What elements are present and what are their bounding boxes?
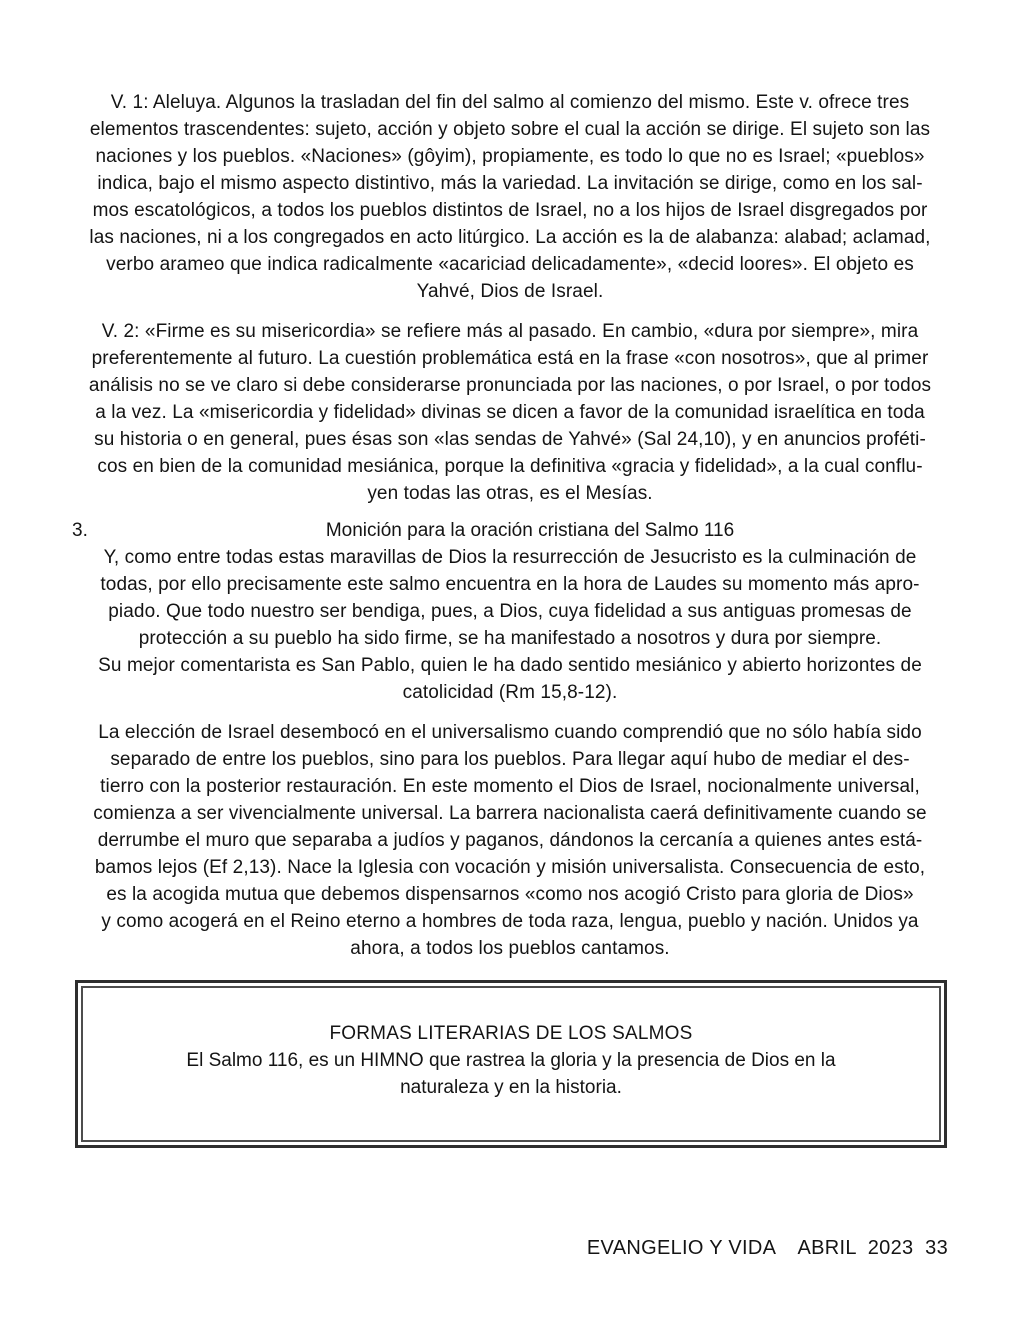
text-line: cos en bien de la comunidad mesiánica, porque la definitiva «gracia y fidelidad», a la cual conflu- (97, 456, 923, 477)
text-line: todas, por ello precisamente este salmo encuentra en la hora de Laudes su momento más apro- (100, 574, 920, 595)
box-title: FORMAS LITERARIAS DE LOS SALMOS (329, 1023, 693, 1044)
literary-forms-box-inner (81, 986, 941, 1142)
text-line: V. 2: «Firme es su misericordia» se refiere más al pasado. En cambio, «dura por siempre», mira (101, 321, 919, 342)
text-line: mos escatológicos, a todos los pueblos distintos de Israel, no a los hijos de Israel disgregados por (92, 200, 928, 221)
text-line: su historia o en general, pues ésas son «las sendas de Yahvé» (Sal 24,10), y en anuncios proféti- (94, 429, 926, 450)
text-line: catolicidad (Rm 15,8-12). (402, 682, 618, 703)
text-line: V. 1: Aleluya. Algunos la trasladan del fin del salmo al comienzo del mismo. Este v. ofrece tres (110, 92, 910, 113)
page-footer: EVANGELIO Y VIDA ABRIL 2023 33 (586, 1237, 948, 1259)
section-number: 3. (72, 520, 88, 541)
text-line: bamos lejos (Ef 2,13). Nace la Iglesia con vocación y misión universalista. Consecuencia de esto, (94, 857, 926, 878)
text-line: La elección de Israel desembocó en el universalismo cuando comprendió que no sólo había sido (98, 722, 922, 743)
text-line: ahora, a todos los pueblos cantamos. (350, 938, 670, 959)
text-line: preferentemente al futuro. La cuestión problemática está en la frase «con nosotros», que al primer (91, 348, 929, 369)
text-line: protección a su pueblo ha sido firme, se ha manifestado a nosotros y dura por siempre. (138, 628, 882, 649)
text-line: las naciones, ni a los congregados en acto litúrgico. La acción es la de alabanza: alabad; aclamad, (89, 227, 931, 248)
literary-forms-box (75, 980, 947, 1148)
text-line: piado. Que todo nuestro ser bendiga, pues, a Dios, cuya fidelidad a sus antiguas promesas de (108, 601, 912, 622)
text-line: naciones y los pueblos. «Naciones» (gôyim), propiamente, es todo lo que no es Israel; «pueblos» (95, 146, 925, 167)
text-line: derrumbe el muro que separaba a judíos y paganos, dándonos la cercanía a quienes antes está- (97, 830, 923, 851)
text-line: verbo arameo que indica radicalmente «acariciad delicadamente», «decid loores». El objeto es (106, 254, 914, 275)
text-line: El Salmo 116, es un HIMNO que rastrea la gloria y la presencia de Dios en la (186, 1050, 836, 1071)
text-line: tierro con la posterior restauración. En este momento el Dios de Israel, nocionalmente universal, (100, 776, 920, 797)
text-line: yen todas las otras, es el Mesías. (367, 483, 653, 504)
paragraph-verse2-commentary (72, 318, 948, 507)
paragraph-election-israel (72, 719, 948, 962)
text-line: naturaleza y en la historia. (400, 1077, 622, 1098)
text-line: es la acogida mutua que debemos dispensarnos «como nos acogió Cristo para gloria de Dios» (106, 884, 914, 905)
text-line: y como acogerá en el Reino eterno a hombres de toda raza, lengua, pueblo y nación. Unidos ya (101, 911, 919, 932)
text-line: Yahvé, Dios de Israel. (416, 281, 604, 302)
section-heading: Monición para la oración cristiana del Salmo 116 (325, 520, 735, 541)
text-line: análisis no se ve claro si debe considerarse pronunciada por las naciones, o por Israel, o por todos (88, 375, 932, 396)
text-line: indica, bajo el mismo aspecto distintivo, más la variedad. La invitación se dirige, como en los sal- (97, 173, 923, 194)
text-line: Su mejor comentarista es San Pablo, quien le ha dado sentido mesiánico y abierto horizontes de (98, 655, 922, 676)
box-body (83, 1047, 939, 1101)
text-line: separado de entre los pueblos, sino para los pueblos. Para llegar aquí hubo de mediar el des- (110, 749, 910, 770)
text-line: a la vez. La «misericordia y fidelidad» divinas se dicen a favor de la comunidad israelítica en toda (95, 402, 925, 423)
text-line: comienza a ser vivencialmente universal. La barrera nacionalista caerá definitivamente cuando se (93, 803, 927, 824)
text-line: elementos trascendentes: sujeto, acción y objeto sobre el cual la acción se dirige. El sujeto son las (89, 119, 931, 140)
paragraph-monicion (72, 544, 948, 706)
paragraph-verse1-commentary (72, 89, 948, 305)
section3-heading-row (72, 517, 948, 544)
text-line: Y, como entre todas estas maravillas de Dios la resurrección de Jesucristo es la culminación de (103, 547, 917, 568)
